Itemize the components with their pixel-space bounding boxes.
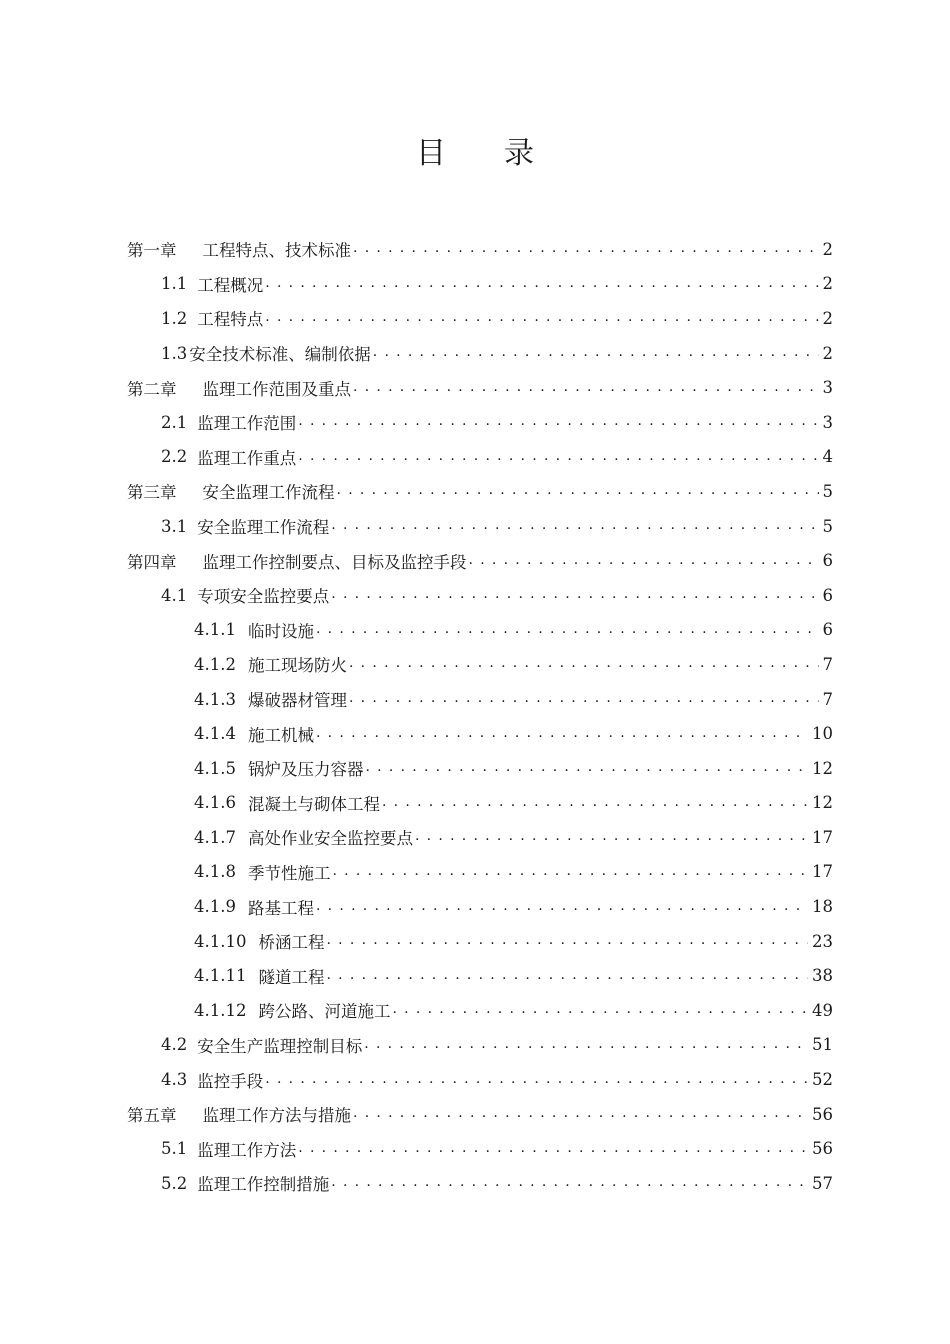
toc-entry-label: 锅炉及压力容器 <box>247 760 364 780</box>
toc-dot-leader <box>332 863 808 881</box>
toc-entry[interactable] <box>127 336 833 371</box>
toc-entry-page-number: 7 <box>822 654 833 674</box>
toc-entry-page-number: 4 <box>822 447 833 467</box>
toc-entry[interactable] <box>127 370 833 405</box>
title-char-1: 目 <box>416 136 446 171</box>
toc-entry-number: 4.1.2 <box>194 654 236 674</box>
toc-entry-page-number: 51 <box>812 1035 833 1055</box>
title-char-2: 录 <box>504 136 534 171</box>
toc-entry-number: 4.1.12 <box>194 1000 247 1020</box>
toc-entry-page-number: 49 <box>812 1000 833 1020</box>
toc-dot-leader <box>331 586 818 604</box>
toc-dot-leader <box>331 1174 808 1192</box>
toc-entry-page-number: 6 <box>822 585 833 605</box>
toc-entry-number: 2.2 <box>161 447 188 467</box>
toc-entry-number: 第一章 <box>127 241 177 261</box>
toc-entry-page-number: 10 <box>812 724 833 744</box>
toc-entry-label: 季节性施工 <box>247 863 331 883</box>
toc-dot-leader <box>316 621 819 639</box>
toc-entry-page-number: 12 <box>812 793 833 813</box>
toc-dot-leader <box>373 344 819 362</box>
toc-entry-label: 监理工作重点 <box>197 448 297 468</box>
toc-entry-number: 4.1.3 <box>194 689 236 709</box>
toc-entry[interactable] <box>127 786 833 821</box>
toc-entry[interactable] <box>127 682 833 717</box>
toc-entry-label: 工程特点 <box>197 310 264 330</box>
toc-entry-label: 爆破器材管理 <box>247 691 347 711</box>
toc-entry-page-number: 17 <box>812 862 833 882</box>
toc-entry-number: 5.1 <box>161 1139 188 1159</box>
toc-entry[interactable] <box>127 509 833 544</box>
toc-dot-leader <box>265 1071 808 1089</box>
toc-entry-label: 路基工程 <box>247 898 314 918</box>
toc-dot-leader <box>469 552 819 570</box>
toc-entry-number: 4.1.5 <box>194 758 236 778</box>
toc-entry-page-number: 52 <box>812 1070 833 1090</box>
toc-entry-number: 3.1 <box>161 516 188 536</box>
toc-entry-number: 2.1 <box>161 412 188 432</box>
toc-dot-leader <box>349 655 819 673</box>
toc-entry-page-number: 23 <box>812 931 833 951</box>
toc-entry-page-number: 2 <box>822 239 833 259</box>
toc-entry-page-number: 5 <box>822 516 833 536</box>
toc-dot-leader <box>415 828 808 846</box>
toc-entry[interactable] <box>127 613 833 648</box>
toc-entry-number: 5.2 <box>161 1173 188 1193</box>
toc-dot-leader <box>364 1036 808 1054</box>
toc-entry-label: 隧道工程 <box>258 967 325 987</box>
table-of-contents <box>127 232 833 1201</box>
toc-dot-leader <box>337 482 819 500</box>
toc-entry-page-number: 3 <box>822 378 833 398</box>
toc-entry-number: 4.1.8 <box>194 862 236 882</box>
toc-entry-label: 临时设施 <box>247 621 314 641</box>
toc-dot-leader <box>353 1105 808 1123</box>
toc-entry[interactable] <box>127 716 833 751</box>
toc-entry[interactable] <box>127 1097 833 1132</box>
toc-dot-leader <box>331 517 818 535</box>
toc-dot-leader <box>382 794 808 812</box>
toc-entry-number: 4.1.1 <box>194 620 236 640</box>
toc-dot-leader <box>349 690 819 708</box>
toc-entry[interactable] <box>127 1166 833 1201</box>
toc-dot-leader <box>353 240 819 258</box>
toc-entry[interactable] <box>127 232 833 267</box>
toc-dot-leader <box>326 967 808 985</box>
toc-entry[interactable] <box>127 751 833 786</box>
toc-dot-leader <box>298 413 818 431</box>
toc-entry[interactable] <box>127 993 833 1028</box>
toc-entry-page-number: 6 <box>822 551 833 571</box>
toc-entry-label: 高处作业安全监控要点 <box>247 829 413 849</box>
toc-entry-page-number: 7 <box>822 689 833 709</box>
toc-entry-number: 1.1 <box>161 274 188 294</box>
toc-entry-label: 安全监理工作流程 <box>197 518 330 538</box>
toc-dot-leader <box>326 932 808 950</box>
toc-entry-page-number: 2 <box>822 343 833 363</box>
toc-entry-number: 4.1.4 <box>194 724 236 744</box>
toc-entry-page-number: 17 <box>812 827 833 847</box>
toc-entry-label: 混凝土与砌体工程 <box>247 794 380 814</box>
toc-entry-label: 监理工作控制措施 <box>197 1175 330 1195</box>
toc-entry-number: 第四章 <box>127 552 177 572</box>
toc-entry-label: 工程概况 <box>197 275 264 295</box>
toc-entry[interactable] <box>127 267 833 302</box>
toc-dot-leader <box>298 448 818 466</box>
toc-dot-leader <box>365 759 808 777</box>
toc-entry[interactable] <box>127 578 833 613</box>
toc-entry[interactable] <box>127 1062 833 1097</box>
toc-dot-leader <box>298 1140 808 1158</box>
toc-dot-leader <box>265 275 818 293</box>
toc-entry-page-number: 56 <box>812 1104 833 1124</box>
toc-entry-label: 专项安全监控要点 <box>197 587 330 607</box>
toc-entry-number: 第五章 <box>127 1106 177 1126</box>
toc-entry-number: 1.3 <box>161 343 188 363</box>
toc-entry-number: 4.1.7 <box>194 827 236 847</box>
toc-entry-page-number: 5 <box>822 481 833 501</box>
toc-entry-label: 监理工作范围及重点 <box>202 379 351 399</box>
toc-entry-label: 监理工作方法与措施 <box>202 1106 351 1126</box>
toc-entry-page-number: 56 <box>812 1139 833 1159</box>
toc-dot-leader <box>353 379 819 397</box>
toc-entry[interactable] <box>127 543 833 578</box>
toc-entry-label: 监理工作方法 <box>197 1140 297 1160</box>
toc-entry[interactable] <box>127 474 833 509</box>
toc-entry[interactable] <box>127 924 833 959</box>
toc-entry-number: 1.2 <box>161 308 188 328</box>
toc-entry-number: 4.1.9 <box>194 897 236 917</box>
toc-entry[interactable] <box>127 405 833 440</box>
toc-entry[interactable] <box>127 440 833 475</box>
toc-entry-label: 工程特点、技术标准 <box>202 241 351 261</box>
toc-entry-number: 4.1.6 <box>194 793 236 813</box>
toc-entry-label: 监控手段 <box>197 1071 264 1091</box>
toc-entry-number: 4.1 <box>161 585 188 605</box>
toc-entry-page-number: 3 <box>822 412 833 432</box>
toc-entry[interactable] <box>127 855 833 890</box>
toc-entry-number: 4.2 <box>161 1035 188 1055</box>
toc-entry-label: 监理工作范围 <box>197 414 297 434</box>
toc-dot-leader <box>392 1001 808 1019</box>
toc-entry-page-number: 12 <box>812 758 833 778</box>
toc-entry-page-number: 18 <box>812 897 833 917</box>
toc-entry[interactable] <box>127 958 833 993</box>
toc-entry[interactable] <box>127 889 833 924</box>
toc-entry-label: 跨公路、河道施工 <box>258 1002 391 1022</box>
toc-entry[interactable] <box>127 1028 833 1063</box>
toc-entry-label: 安全技术标准、编制依据 <box>189 345 371 365</box>
toc-entry-label: 监理工作控制要点、目标及监控手段 <box>202 552 467 572</box>
toc-entry-label: 安全监理工作流程 <box>202 483 335 503</box>
toc-entry-page-number: 2 <box>822 274 833 294</box>
toc-entry-label: 桥涵工程 <box>258 933 325 953</box>
toc-entry-page-number: 6 <box>822 620 833 640</box>
toc-entry-number: 4.1.11 <box>194 966 247 986</box>
toc-entry-page-number: 2 <box>822 308 833 328</box>
toc-entry-label: 安全生产监理控制目标 <box>197 1036 363 1056</box>
toc-dot-leader <box>316 898 808 916</box>
toc-entry-page-number: 38 <box>812 966 833 986</box>
toc-entry[interactable] <box>127 820 833 855</box>
toc-entry-number: 第三章 <box>127 483 177 503</box>
toc-entry-page-number: 57 <box>812 1173 833 1193</box>
page-title <box>0 128 950 172</box>
toc-entry-label: 施工机械 <box>247 725 314 745</box>
toc-dot-leader <box>265 309 818 327</box>
toc-entry-label: 施工现场防火 <box>247 656 347 676</box>
toc-entry[interactable] <box>127 647 833 682</box>
toc-entry[interactable] <box>127 301 833 336</box>
toc-entry-number: 第二章 <box>127 379 177 399</box>
toc-entry[interactable] <box>127 1131 833 1166</box>
toc-entry-number: 4.3 <box>161 1070 188 1090</box>
toc-dot-leader <box>316 725 808 743</box>
toc-entry-number: 4.1.10 <box>194 931 247 951</box>
